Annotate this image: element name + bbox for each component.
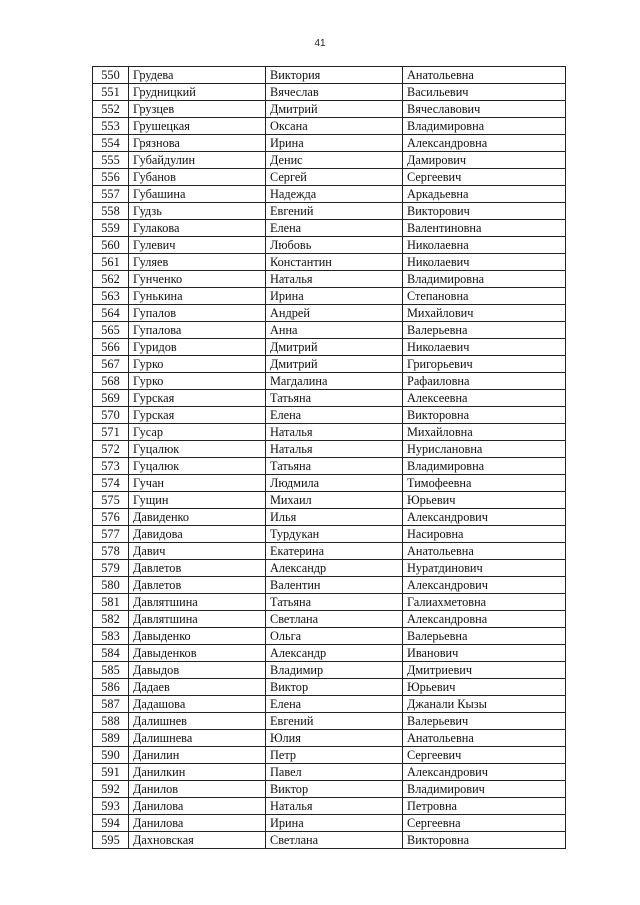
table-row: [93, 832, 566, 849]
last-name-cell: Губашина: [129, 186, 266, 203]
patronymic-cell: Нуратдинович: [403, 560, 566, 577]
row-number-cell: 569: [93, 390, 129, 407]
first-name-cell: Михаил: [266, 492, 403, 509]
table-row: [93, 356, 566, 373]
patronymic-cell: Степановна: [403, 288, 566, 305]
first-name-cell: Виктория: [266, 67, 403, 84]
table-row: [93, 526, 566, 543]
table-row: [93, 407, 566, 424]
table-row: [93, 118, 566, 135]
last-name-cell: Дадашова: [129, 696, 266, 713]
table-row: [93, 152, 566, 169]
last-name-cell: Гурко: [129, 373, 266, 390]
names-table: [92, 66, 566, 849]
patronymic-cell: Николаевич: [403, 254, 566, 271]
table-row: [93, 441, 566, 458]
table-row: [93, 390, 566, 407]
last-name-cell: Гупалов: [129, 305, 266, 322]
row-number-cell: 589: [93, 730, 129, 747]
patronymic-cell: Иванович: [403, 645, 566, 662]
row-number-cell: 582: [93, 611, 129, 628]
first-name-cell: Наталья: [266, 441, 403, 458]
last-name-cell: Гущин: [129, 492, 266, 509]
patronymic-cell: Нурислановна: [403, 441, 566, 458]
table-row: [93, 322, 566, 339]
first-name-cell: Ирина: [266, 288, 403, 305]
row-number-cell: 579: [93, 560, 129, 577]
table-row: [93, 186, 566, 203]
table-row: [93, 424, 566, 441]
row-number-cell: 576: [93, 509, 129, 526]
first-name-cell: Андрей: [266, 305, 403, 322]
row-number-cell: 584: [93, 645, 129, 662]
first-name-cell: Елена: [266, 220, 403, 237]
row-number-cell: 587: [93, 696, 129, 713]
table-row: [93, 271, 566, 288]
row-number-cell: 581: [93, 594, 129, 611]
row-number-cell: 571: [93, 424, 129, 441]
row-number-cell: 595: [93, 832, 129, 849]
last-name-cell: Грушецкая: [129, 118, 266, 135]
first-name-cell: Владимир: [266, 662, 403, 679]
first-name-cell: Ирина: [266, 135, 403, 152]
row-number-cell: 555: [93, 152, 129, 169]
row-number-cell: 558: [93, 203, 129, 220]
patronymic-cell: Викторовна: [403, 407, 566, 424]
row-number-cell: 591: [93, 764, 129, 781]
patronymic-cell: Владимировна: [403, 458, 566, 475]
first-name-cell: Наталья: [266, 798, 403, 815]
row-number-cell: 590: [93, 747, 129, 764]
last-name-cell: Давлятшина: [129, 594, 266, 611]
last-name-cell: Давич: [129, 543, 266, 560]
last-name-cell: Гуляев: [129, 254, 266, 271]
patronymic-cell: Владимировна: [403, 271, 566, 288]
last-name-cell: Гурская: [129, 390, 266, 407]
first-name-cell: Светлана: [266, 611, 403, 628]
row-number-cell: 574: [93, 475, 129, 492]
patronymic-cell: Анатольевна: [403, 543, 566, 560]
row-number-cell: 578: [93, 543, 129, 560]
last-name-cell: Дадаев: [129, 679, 266, 696]
first-name-cell: Илья: [266, 509, 403, 526]
last-name-cell: Гулевич: [129, 237, 266, 254]
table-row: [93, 475, 566, 492]
first-name-cell: Екатерина: [266, 543, 403, 560]
table-row: [93, 628, 566, 645]
first-name-cell: Евгений: [266, 713, 403, 730]
table-row: [93, 339, 566, 356]
last-name-cell: Далишнев: [129, 713, 266, 730]
last-name-cell: Гуридов: [129, 339, 266, 356]
last-name-cell: Данилова: [129, 815, 266, 832]
table-row: [93, 237, 566, 254]
last-name-cell: Губанов: [129, 169, 266, 186]
first-name-cell: Наталья: [266, 424, 403, 441]
first-name-cell: Надежда: [266, 186, 403, 203]
last-name-cell: Гурская: [129, 407, 266, 424]
first-name-cell: Виктор: [266, 679, 403, 696]
patronymic-cell: Александровна: [403, 611, 566, 628]
row-number-cell: 585: [93, 662, 129, 679]
first-name-cell: Дмитрий: [266, 339, 403, 356]
first-name-cell: Ольга: [266, 628, 403, 645]
table-row: [93, 101, 566, 118]
row-number-cell: 562: [93, 271, 129, 288]
first-name-cell: Евгений: [266, 203, 403, 220]
last-name-cell: Гулакова: [129, 220, 266, 237]
last-name-cell: Далишнева: [129, 730, 266, 747]
row-number-cell: 577: [93, 526, 129, 543]
first-name-cell: Денис: [266, 152, 403, 169]
table-row: [93, 577, 566, 594]
first-name-cell: Юлия: [266, 730, 403, 747]
row-number-cell: 560: [93, 237, 129, 254]
last-name-cell: Гуцалюк: [129, 441, 266, 458]
last-name-cell: Давыденко: [129, 628, 266, 645]
patronymic-cell: Сергеевич: [403, 169, 566, 186]
patronymic-cell: Сергеевич: [403, 747, 566, 764]
last-name-cell: Грязнова: [129, 135, 266, 152]
table-row: [93, 220, 566, 237]
table-row: [93, 543, 566, 560]
patronymic-cell: Аркадьевна: [403, 186, 566, 203]
last-name-cell: Давидова: [129, 526, 266, 543]
last-name-cell: Давлетов: [129, 577, 266, 594]
row-number-cell: 566: [93, 339, 129, 356]
last-name-cell: Давлетов: [129, 560, 266, 577]
first-name-cell: Наталья: [266, 271, 403, 288]
patronymic-cell: Тимофеевна: [403, 475, 566, 492]
first-name-cell: Александр: [266, 645, 403, 662]
row-number-cell: 575: [93, 492, 129, 509]
table-row: [93, 492, 566, 509]
last-name-cell: Гудзь: [129, 203, 266, 220]
row-number-cell: 559: [93, 220, 129, 237]
table-row: [93, 815, 566, 832]
patronymic-cell: Петровна: [403, 798, 566, 815]
patronymic-cell: Григорьевич: [403, 356, 566, 373]
table-row: [93, 696, 566, 713]
first-name-cell: Петр: [266, 747, 403, 764]
first-name-cell: Турдукан: [266, 526, 403, 543]
last-name-cell: Гурко: [129, 356, 266, 373]
patronymic-cell: Валерьевна: [403, 628, 566, 645]
patronymic-cell: Владимировна: [403, 118, 566, 135]
table-row: [93, 509, 566, 526]
patronymic-cell: Михайловна: [403, 424, 566, 441]
last-name-cell: Гучан: [129, 475, 266, 492]
row-number-cell: 573: [93, 458, 129, 475]
row-number-cell: 583: [93, 628, 129, 645]
first-name-cell: Сергей: [266, 169, 403, 186]
first-name-cell: Виктор: [266, 781, 403, 798]
last-name-cell: Гунченко: [129, 271, 266, 288]
first-name-cell: Вячеслав: [266, 84, 403, 101]
table-row: [93, 611, 566, 628]
patronymic-cell: Владимирович: [403, 781, 566, 798]
row-number-cell: 561: [93, 254, 129, 271]
last-name-cell: Гунькина: [129, 288, 266, 305]
patronymic-cell: Николаевна: [403, 237, 566, 254]
row-number-cell: 568: [93, 373, 129, 390]
patronymic-cell: Александрович: [403, 577, 566, 594]
patronymic-cell: Валентиновна: [403, 220, 566, 237]
row-number-cell: 572: [93, 441, 129, 458]
patronymic-cell: Вячеславович: [403, 101, 566, 118]
table-row: [93, 662, 566, 679]
last-name-cell: Гуцалюк: [129, 458, 266, 475]
last-name-cell: Дахновская: [129, 832, 266, 849]
table-row: [93, 679, 566, 696]
row-number-cell: 564: [93, 305, 129, 322]
patronymic-cell: Александровна: [403, 135, 566, 152]
row-number-cell: 556: [93, 169, 129, 186]
patronymic-cell: Викторович: [403, 203, 566, 220]
first-name-cell: Людмила: [266, 475, 403, 492]
table-row: [93, 781, 566, 798]
last-name-cell: Данилов: [129, 781, 266, 798]
row-number-cell: 580: [93, 577, 129, 594]
row-number-cell: 567: [93, 356, 129, 373]
patronymic-cell: Дамирович: [403, 152, 566, 169]
patronymic-cell: Юрьевич: [403, 492, 566, 509]
row-number-cell: 551: [93, 84, 129, 101]
table-row: [93, 67, 566, 84]
last-name-cell: Давиденко: [129, 509, 266, 526]
table-row: [93, 730, 566, 747]
table-row: [93, 84, 566, 101]
row-number-cell: 594: [93, 815, 129, 832]
first-name-cell: Анна: [266, 322, 403, 339]
last-name-cell: Давыдов: [129, 662, 266, 679]
row-number-cell: 552: [93, 101, 129, 118]
last-name-cell: Грузцев: [129, 101, 266, 118]
page-number: 41: [314, 38, 326, 49]
row-number-cell: 592: [93, 781, 129, 798]
patronymic-cell: Дмитриевич: [403, 662, 566, 679]
row-number-cell: 570: [93, 407, 129, 424]
table-row: [93, 798, 566, 815]
patronymic-cell: Николаевич: [403, 339, 566, 356]
table-row: [93, 713, 566, 730]
patronymic-cell: Васильевич: [403, 84, 566, 101]
patronymic-cell: Валерьевич: [403, 713, 566, 730]
patronymic-cell: Викторовна: [403, 832, 566, 849]
patronymic-cell: Анатольевна: [403, 730, 566, 747]
last-name-cell: Гусар: [129, 424, 266, 441]
last-name-cell: Данилова: [129, 798, 266, 815]
patronymic-cell: Юрьевич: [403, 679, 566, 696]
first-name-cell: Александр: [266, 560, 403, 577]
first-name-cell: Татьяна: [266, 594, 403, 611]
first-name-cell: Константин: [266, 254, 403, 271]
row-number-cell: 593: [93, 798, 129, 815]
table-row: [93, 135, 566, 152]
last-name-cell: Грудева: [129, 67, 266, 84]
first-name-cell: Дмитрий: [266, 101, 403, 118]
first-name-cell: Елена: [266, 696, 403, 713]
last-name-cell: Давыденков: [129, 645, 266, 662]
patronymic-cell: Валерьевна: [403, 322, 566, 339]
table-row: [93, 764, 566, 781]
last-name-cell: Данилкин: [129, 764, 266, 781]
patronymic-cell: Рафаиловна: [403, 373, 566, 390]
table-row: [93, 645, 566, 662]
first-name-cell: Валентин: [266, 577, 403, 594]
first-name-cell: Татьяна: [266, 390, 403, 407]
row-number-cell: 557: [93, 186, 129, 203]
last-name-cell: Гупалова: [129, 322, 266, 339]
table-row: [93, 373, 566, 390]
first-name-cell: Светлана: [266, 832, 403, 849]
row-number-cell: 588: [93, 713, 129, 730]
last-name-cell: Давлятшина: [129, 611, 266, 628]
patronymic-cell: Михайлович: [403, 305, 566, 322]
row-number-cell: 554: [93, 135, 129, 152]
table-row: [93, 203, 566, 220]
table-row: [93, 458, 566, 475]
patronymic-cell: Джанали Кызы: [403, 696, 566, 713]
first-name-cell: Дмитрий: [266, 356, 403, 373]
patronymic-cell: Сергеевна: [403, 815, 566, 832]
patronymic-cell: Алексеевна: [403, 390, 566, 407]
patronymic-cell: Александрович: [403, 764, 566, 781]
last-name-cell: Губайдулин: [129, 152, 266, 169]
table-row: [93, 594, 566, 611]
row-number-cell: 553: [93, 118, 129, 135]
row-number-cell: 565: [93, 322, 129, 339]
patronymic-cell: Галиахметовна: [403, 594, 566, 611]
first-name-cell: Магдалина: [266, 373, 403, 390]
table-row: [93, 305, 566, 322]
table-row: [93, 560, 566, 577]
patronymic-cell: Анатольевна: [403, 67, 566, 84]
last-name-cell: Грудницкий: [129, 84, 266, 101]
first-name-cell: Ирина: [266, 815, 403, 832]
row-number-cell: 586: [93, 679, 129, 696]
patronymic-cell: Насировна: [403, 526, 566, 543]
table-row: [93, 288, 566, 305]
table-row: [93, 254, 566, 271]
first-name-cell: Елена: [266, 407, 403, 424]
names-table-body: [93, 67, 566, 849]
table-row: [93, 747, 566, 764]
first-name-cell: Павел: [266, 764, 403, 781]
row-number-cell: 563: [93, 288, 129, 305]
patronymic-cell: Александрович: [403, 509, 566, 526]
row-number-cell: 550: [93, 67, 129, 84]
table-row: [93, 169, 566, 186]
first-name-cell: Оксана: [266, 118, 403, 135]
first-name-cell: Татьяна: [266, 458, 403, 475]
first-name-cell: Любовь: [266, 237, 403, 254]
last-name-cell: Данилин: [129, 747, 266, 764]
